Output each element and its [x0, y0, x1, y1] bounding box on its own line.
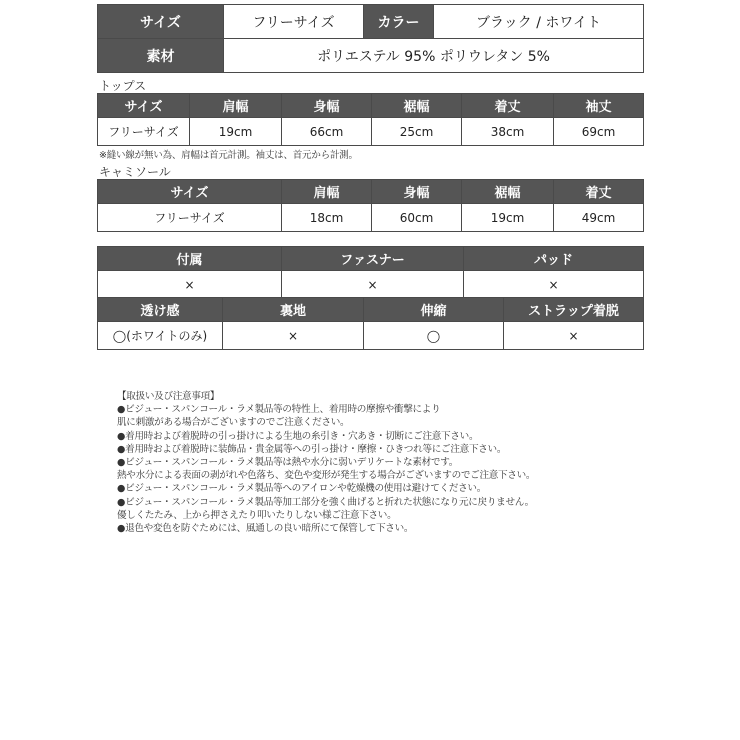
features2-value-cell: × — [504, 322, 644, 350]
features1-value-cell: × — [98, 271, 282, 299]
camisole-size-table — [97, 179, 644, 232]
material-label: 素材 — [98, 39, 224, 73]
camisole-header-cell: 肩幅 — [282, 180, 372, 204]
tops-header-cell: 肩幅 — [190, 94, 282, 118]
care-line: ●ビジュー・スパンコール・ラメ製品等へのアイロンや乾燥機の使用は避けてください。 — [117, 483, 486, 495]
tops-header-cell: サイズ — [98, 94, 190, 118]
features-table-2 — [97, 297, 644, 350]
care-line: ●着用時および着脱時に装飾品・貴金属等への引っ掛け・摩擦・ひきつれ等にご注意下さい。 — [117, 443, 507, 455]
tops-header-cell: 袖丈 — [554, 94, 644, 118]
features2-header-cell: 裏地 — [223, 298, 364, 322]
camisole-value-cell: 49cm — [554, 204, 644, 232]
tops-title: トップス — [99, 79, 147, 93]
care-title: 【取扱い及び注意事項】 — [117, 391, 220, 402]
care-line: ●退色や変色を防ぐためには、風通しの良い暗所にて保管して下さい。 — [117, 523, 414, 535]
overview-table — [97, 4, 644, 73]
features2-value-cell: × — [223, 322, 364, 350]
tops-value-cell: フリーサイズ — [98, 118, 190, 146]
features1-value-cell: × — [282, 271, 464, 299]
size-label: サイズ — [98, 5, 224, 39]
features2-header-cell: ストラップ着脱 — [504, 298, 644, 322]
color-label: カラー — [364, 5, 434, 39]
tops-value-cell: 25cm — [372, 118, 462, 146]
care-line: 優しくたたみ、上から押さえたり叩いたりしない様ご注意下さい。 — [117, 509, 397, 521]
features1-header-cell: 付属 — [98, 247, 282, 271]
tops-note: ※縫い線が無い為、肩幅は首元計測。袖丈は、首元から計測。 — [99, 150, 358, 161]
tops-value-cell: 66cm — [282, 118, 372, 146]
care-line: 熱や水分による表面の剥がれや色落ち、変色や変形が発生する場合がございますのでご注意下さい。 — [117, 470, 536, 482]
features2-value-cell: ◯ — [364, 322, 504, 350]
camisole-header-cell: 着丈 — [554, 180, 644, 204]
color-value: ブラック / ホワイト — [434, 5, 644, 39]
camisole-header-cell: サイズ — [98, 180, 282, 204]
features1-value-cell: × — [464, 271, 644, 299]
camisole-header-cell: 身幅 — [372, 180, 462, 204]
tops-header-cell: 身幅 — [282, 94, 372, 118]
tops-value-cell: 38cm — [462, 118, 554, 146]
features1-header-cell: ファスナー — [282, 247, 464, 271]
features-table-1 — [97, 246, 644, 299]
care-line: ●ビジュー・スパンコール・ラメ製品等加工部分を強く曲げると折れた状態になり元に戻りません。 — [117, 496, 534, 508]
care-line: ●ビジュー・スパンコール・ラメ製品等は熱や水分に弱いデリケートな素材です。 — [117, 457, 459, 469]
camisole-value-cell: 60cm — [372, 204, 462, 232]
tops-value-cell: 69cm — [554, 118, 644, 146]
features1-header-cell: パッド — [464, 247, 644, 271]
tops-value-cell: 19cm — [190, 118, 282, 146]
care-line: ●着用時および着脱時の引っ掛けによる生地の糸引き・穴あき・切断にご注意下さい。 — [117, 430, 479, 442]
care-line: ●ビジュー・スパンコール・ラメ製品等の特性上、着用時の摩擦や衝撃により — [117, 404, 441, 416]
material-value: ポリエステル 95% ポリウレタン 5% — [224, 39, 644, 73]
features2-header-cell: 伸縮 — [364, 298, 504, 322]
camisole-title: キャミソール — [99, 165, 171, 179]
care-notes — [117, 390, 637, 535]
camisole-value-cell: 18cm — [282, 204, 372, 232]
tops-size-table — [97, 93, 644, 146]
features2-value-cell: ◯(ホワイトのみ) — [98, 322, 223, 350]
size-value: フリーサイズ — [224, 5, 364, 39]
tops-header-cell: 着丈 — [462, 94, 554, 118]
camisole-value-cell: フリーサイズ — [98, 204, 282, 232]
camisole-value-cell: 19cm — [462, 204, 554, 232]
tops-header-cell: 裾幅 — [372, 94, 462, 118]
care-line: 肌に刺激がある場合がございますのでご注意ください。 — [117, 417, 350, 429]
camisole-header-cell: 裾幅 — [462, 180, 554, 204]
features2-header-cell: 透け感 — [98, 298, 223, 322]
